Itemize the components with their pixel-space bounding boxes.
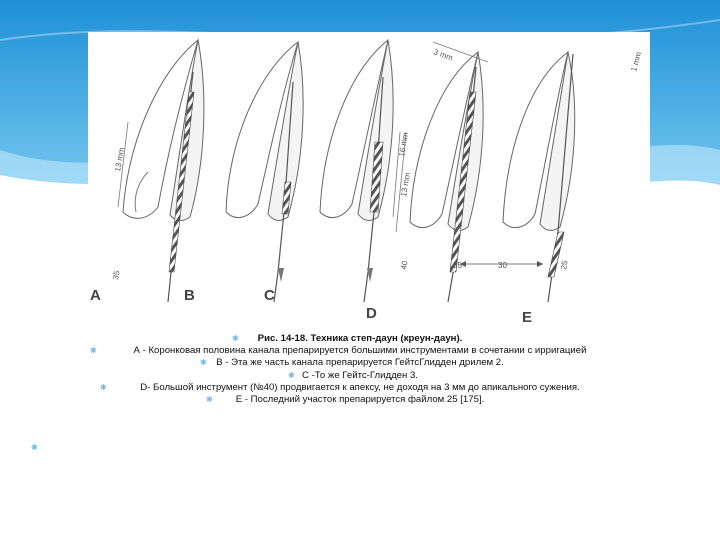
measure-e-size: 25: [559, 260, 570, 271]
caption-title: Рис. 14-18. Техника степ-даун (креун-даун).: [257, 333, 463, 344]
star-bullet-icon: ❋: [288, 370, 295, 380]
star-bullet-icon: ❋: [90, 346, 97, 356]
caption-title-line: [20, 333, 700, 345]
caption-text-d: D- Большой инструмент (№40) продвигается к апексу, не доходя на 3 мм до апикального сужения.: [140, 381, 580, 393]
panel-label-e: E: [522, 309, 533, 322]
star-bullet-icon: ❋: [206, 394, 213, 404]
star-bullet-icon: ❋: [200, 358, 207, 368]
stepdown-technique-diagram: [88, 32, 650, 322]
measure-d-size: 40: [399, 260, 410, 271]
panel-label-d: D: [366, 305, 377, 322]
measure-d-step1: 35: [453, 261, 462, 270]
measure-e-top: 1 mm: [629, 50, 644, 73]
star-bullet-icon: ❋: [31, 443, 38, 452]
caption-text-a: А - Коронковая половина канала препарируется большими инструментами в сочетании с ирригацией: [133, 345, 587, 357]
caption-line-b: [20, 357, 700, 369]
caption-line-e: [20, 394, 700, 406]
measure-a-length: 13 mm: [113, 146, 127, 173]
figure-image: [88, 32, 650, 322]
panel-label-b: B: [184, 287, 195, 304]
panel-label-c: C: [264, 287, 275, 304]
panel-c-tooth: [320, 40, 400, 302]
caption-line-a: [20, 345, 700, 357]
star-bullet-icon: ❋: [100, 382, 107, 392]
caption-text-c: С -То же Гейтс-Глидден 3.: [302, 369, 418, 381]
star-bullet-icon: ❋: [232, 334, 239, 343]
measure-d-length: 16 mm: [397, 131, 411, 158]
caption-text-b: В - Эта же часть канала препарируется ГейтсГлидден дрилем 2.: [216, 357, 504, 369]
measure-a-size: 35: [111, 270, 122, 281]
measure-d-top: 3 mm: [432, 47, 455, 63]
measure-d-step2: 30: [498, 261, 507, 270]
caption-text-e: Е - Последний участок препарируется файлом 25 [175].: [235, 393, 485, 405]
panel-b-tooth: [226, 42, 303, 302]
caption-line-d: [20, 382, 700, 394]
caption-line-c: [20, 370, 700, 382]
panel-a-tooth: [118, 40, 204, 302]
measure-c-length: 13 mm: [399, 171, 413, 198]
figure-caption: [20, 333, 700, 406]
panel-label-a: A: [90, 287, 101, 304]
